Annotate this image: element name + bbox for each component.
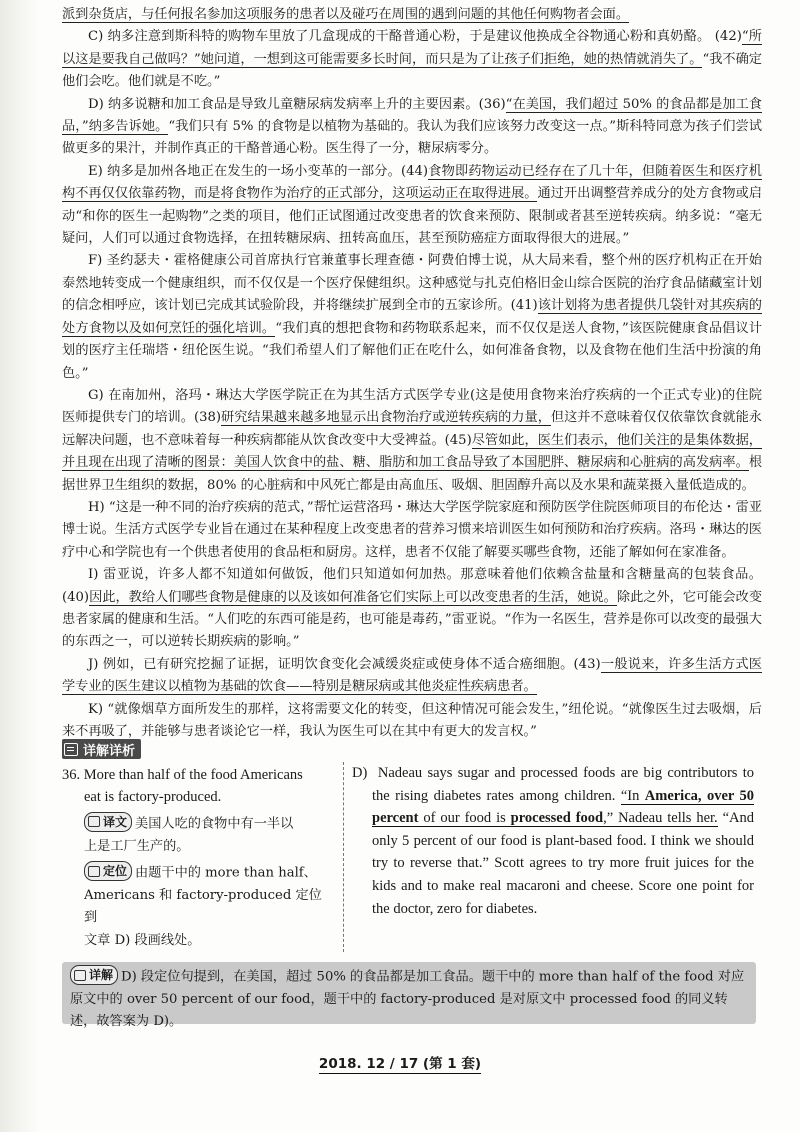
- paragraph-text: “这是一种不同的治疗疾病的范式，”帮忙运营洛玛・琳达大学医学院家庭和预防医学住院医师项目的布伦达・雷亚博士说。生活方式医学专业旨在通过在某种程度上改变患者的营养习惯来培训医生如何预防和治疗疾病。洛玛・琳达的医疗中心和学院也有一个供患者使用的食品柜和厨房。这样，患者不仅能了解要买哪些食物，还能了解如何在家准备。: [62, 499, 762, 560]
- translation-block: [62, 812, 334, 836]
- translation-chip: [84, 812, 132, 832]
- passage-paragraph-j: [62, 654, 762, 699]
- underlined-sentence: 该计划将为患者提供几袋针对其疾病的处方食物以及如何烹饪的强化培训。: [62, 298, 762, 336]
- chip-label: 译文: [103, 814, 128, 829]
- passage-paragraph-intro: [62, 4, 762, 26]
- underlined-sentence: “所以这是要我自己做吗？”她问道，一想到这可能需要多长时间，而只是为了让孩子们拒绝，她的热情就消失了。: [62, 29, 762, 67]
- paragraph-text: “我不确定他们会吃。他们就是不吃。”: [62, 51, 762, 90]
- passage-paragraph-c: [62, 26, 762, 93]
- paragraph-label: E): [88, 163, 103, 179]
- paragraph-label: C): [88, 29, 104, 45]
- locate-chip: [84, 861, 132, 881]
- section-heading-explanations: [62, 739, 141, 759]
- source-paragraph: [352, 762, 754, 920]
- paragraph-text: 雷亚说，许多人都不知道如何做饭，他们只知道如何加热。那意味着他们依赖含盐量和含糖量高的包装食品。(40): [62, 567, 762, 605]
- explanation-box: [62, 962, 756, 1030]
- section-title: 详解详析: [83, 743, 136, 759]
- quote-text: “In: [620, 787, 645, 804]
- locate-text: 文章 D) 段画线处。: [84, 932, 201, 948]
- translation-text: 上是工厂生产的。: [84, 838, 190, 854]
- paragraph-text: 根据世界卫生组织的数据，80% 的心脏病和中风死亡都是由高血压、吸烟、胆固醇升高以及水果和蔬菜摄入量低造成的。: [62, 455, 762, 493]
- keyword-bold: America: [644, 787, 698, 804]
- notes-icon: [74, 970, 86, 981]
- paragraph-text: 纳多说糖和加工食品是导致儿童糖尿病发病率上升的主要因素。(36): [107, 96, 506, 112]
- passage-paragraph-d: [62, 94, 762, 161]
- passage-paragraph-i: [62, 564, 762, 654]
- underlined-sentence: 派到杂货店，与任何报名参加这项服务的患者以及碰巧在周围的遇到问题的其他任何购物者会面。: [62, 7, 630, 22]
- paragraph-label: I): [88, 567, 99, 583]
- notes-icon: [88, 816, 100, 827]
- translation-block-cont: [62, 836, 334, 858]
- source-text: Nadeau says sugar and processed foods are big contributors to the rising diabetes rates among children.: [372, 765, 754, 804]
- source-paragraph-panel: [352, 762, 754, 920]
- explanation-text: D) 段定位句提到，在美国，超过 50% 的食品都是加工食品。题干中的 more than half of the food 对应原文中的 over 50 percent of our food，题干中的 factory-produced 是对原文中 processed food 的同义转述，故答案为 D)。: [70, 969, 745, 1030]
- paragraph-text: 在南加州，洛玛・琳达大学医学院正在为其生活方式医学专业(这是使用食物来治疗疾病的一个正式专业)的住院医师提供专门的培训。(38): [62, 387, 762, 426]
- paragraph-text: “就像烟草方面所发生的那样，这将需要文化的转变，但这种情况可能会发生，”纽伦说。“就像医生过去吸烟，后来不再吸了，并能够与患者谈论它一样，我认为医生可以在其中有更大的发言权。”: [62, 701, 762, 739]
- locate-block-cont: [62, 885, 334, 930]
- translation-text: 美国人吃的食物中有一半以: [135, 816, 294, 832]
- passage-paragraph-h: [62, 497, 762, 564]
- paragraph-text: 除此之外，它可能会改变患者家属的健康和生活。“人们吃的东西可能是药，也可能是毒药，”雷亚说。“作为一名医生，营养是你可以改变的最强大的东西之一，可以逆转长期疾病的影响。”: [62, 589, 763, 650]
- locate-text: 由题干中的 more than half、: [135, 865, 317, 881]
- underlined-sentence: 尽管如此，医生们表示，他们关注的是集体数据，并且现在出现了清晰的图景：美国人饮食中的盐、糖、脂肪和加工食品导致了本国肥胖、糖尿病和心脏病的高发病率。: [62, 432, 762, 471]
- stem-line: More than half of the food Americans: [83, 767, 303, 783]
- explain-chip: [70, 965, 118, 985]
- locate-block-cont2: [62, 930, 334, 952]
- underlined-sentence: 一般说来，许多生活方式医学专业的医生建议以植物为基础的饮食——特别是糖尿病或其他炎症性疾病患者。: [62, 656, 762, 695]
- scan-edge-shade: [0, 0, 40, 1132]
- paragraph-label: J): [88, 656, 99, 672]
- locate-block: [62, 861, 334, 885]
- chip-label: 详解: [89, 967, 114, 982]
- footer-label: 2018. 12 / 17 (第 1 套): [318, 1056, 482, 1072]
- question-number: 36.: [62, 767, 81, 783]
- notes-icon: [64, 743, 78, 756]
- question-ref: (42): [714, 29, 742, 45]
- locate-text: Americans 和 factory-produced 定位到: [84, 888, 322, 926]
- paragraph-label: D): [352, 765, 368, 781]
- paragraph-text: 纳多是加州各地正在发生的一场小变革的一部分。(44): [107, 163, 429, 179]
- paragraph-label: H): [88, 499, 105, 515]
- passage-paragraph-f: [62, 250, 762, 384]
- source-text: “And only 5 percent of our food is plant-based food. I think we should try to reverse that.” Scott agrees to try more fruit juices for the kids and to make real macaroni and cheese. Score one point for the doctor, zero for diabetes.: [372, 810, 754, 917]
- keyword-bold: , over 50 percent: [372, 787, 755, 827]
- page-footer: [0, 1052, 800, 1072]
- paragraph-label: K): [88, 701, 103, 717]
- quote-text: ,” Nadeau tells her.: [603, 810, 718, 827]
- paragraph-text: 但这并不意味着仅仅依靠饮食就能永远解决问题，也不意味着每一种疾病都能从饮食改变中大受裨益。(45): [62, 410, 762, 448]
- question-36-panel: [62, 764, 334, 952]
- paragraph-text: 通过开出调整营养成分的处方食物或启动“和你的医生一起购物”之类的项目，他们正试图通过改变患者的饮食来预防、限制或者甚至逆转疾病。纳多说：“毫无疑问，人们可以通过食物选择，在扭转糖尿病、扭转高血压，甚至预防癌症方面取得很大的进展。”: [62, 186, 762, 247]
- passage-translation: [62, 4, 762, 743]
- passage-paragraph-k: [62, 699, 762, 744]
- paragraph-text: 纳多注意到斯科特的购物车里放了几盒现成的干酪普通心粉，于是建议他换成全谷物通心粉和真奶酪。: [107, 29, 711, 45]
- paragraph-text: “我们真的想把食物和药物联系起来，而不仅仅是送人食物，”该医院健康食品倡议计划的医疗主任瑞塔・纽伦医生说。“我们希望人们了解他们正在吃什么，如何准备食物，以及食物在他们生活中扮演的角色。”: [62, 320, 763, 381]
- question-stem-cont: [62, 786, 334, 808]
- question-stem: [62, 764, 334, 786]
- passage-paragraph-g: [62, 385, 762, 497]
- stem-line: eat is factory-produced.: [84, 789, 222, 806]
- quote-text: of our food is: [418, 810, 511, 827]
- underlined-sentence: “在美国，我们超过 50% 的食品都是加工食品，”纳多告诉她。: [62, 96, 762, 135]
- chip-label: 定位: [103, 863, 128, 878]
- paragraph-label: G): [88, 387, 104, 403]
- underlined-sentence: 因此，教给人们哪些食物是健康的以及该如何准备它们实际上可以改变患者的生活，她说。: [89, 589, 617, 605]
- passage-paragraph-e: [62, 161, 762, 251]
- column-divider: [343, 762, 344, 952]
- paragraph-text: 例如，已有研究挖掘了证据，证明饮食变化会减缓炎症或使身体不适合癌细胞。(43): [102, 656, 601, 672]
- paragraph-text: “我们只有 5% 的食物是以植物为基础的。我认为我们应该努力改变这一点。”斯科特同意为孩子们尝试做更多的果汁，并制作真正的干酪普通心粉。医生得了一分，糖尿病零分。: [62, 119, 762, 157]
- notes-icon: [88, 866, 100, 877]
- paragraph-text: 圣约瑟夫・霍格健康公司首席执行官兼董事长理查德・阿费伯博士说，从大局来看，整个州的医疗机构正在开始泰然地转变成一个健康组织，而不仅仅是一个医疗保健组织。这种感觉与扎克伯格旧金山综合医院的治疗食品储藏室计划的信念相呼应，该计划已完成其试验阶段，并将继续扩展到全市的五家诊所。(41): [62, 253, 762, 314]
- keyword-bold: processed food: [510, 810, 604, 827]
- paragraph-label: D): [88, 96, 104, 112]
- underlined-sentence: 研究结果越来越多地显示出食物治疗或逆转疾病的力量，: [221, 410, 551, 426]
- underlined-sentence: 食物即药物运动已经存在了几十年，但随着医生和医疗机构不再仅仅依靠药物，而是将食物作为治疗的正式部分，这项运动正在取得进展。: [62, 163, 762, 202]
- paragraph-label: F): [88, 253, 103, 269]
